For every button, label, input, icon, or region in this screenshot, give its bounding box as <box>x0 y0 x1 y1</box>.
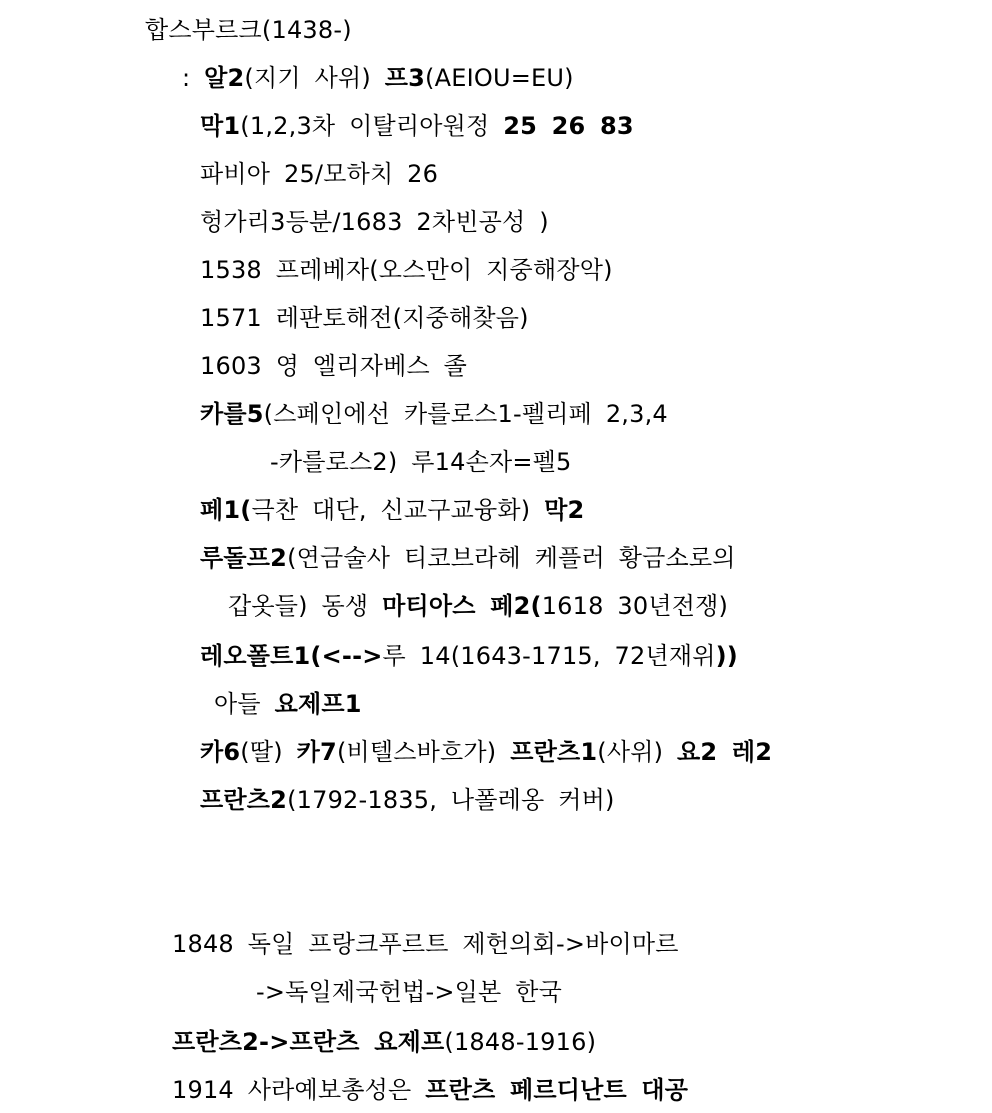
note-line-3: 막1(1,2,3차 이탈리아원정 25 26 83 <box>200 112 634 140</box>
note-line-10: -카를로스2) 루14손자=펠5 <box>270 448 572 476</box>
note-line-8: 1603 영 엘리자베스 졸 <box>200 352 468 380</box>
note-line-13: 갑옷들) 동생 마티아스 페2(1618 30년전쟁) <box>228 592 729 620</box>
note-line-16: 카6(딸) 카7(비텔스바흐가) 프란츠1(사위) 요2 레2 <box>200 738 773 766</box>
note-line-11: 페1(극찬 대단, 신교구교융화) 막2 <box>200 496 585 524</box>
note-line-20: 프란츠2->프란츠 요제프(1848-1916) <box>172 1028 597 1056</box>
note-line-7: 1571 레판토해전(지중해찾음) <box>200 304 529 332</box>
note-line-2: : 알2(지기 사위) 프3(AEIOU=EU) <box>182 64 574 92</box>
note-line-6: 1538 프레베자(오스만이 지중해장악) <box>200 256 613 284</box>
note-line-19: ->독일제국헌법->일본 한국 <box>256 978 563 1006</box>
note-line-5: 헝가리3등분/1683 2차빈공성 ) <box>200 208 549 236</box>
note-line-9: 카를5(스페인에선 카를로스1-펠리페 2,3,4 <box>200 400 668 428</box>
heading-habsburg: 합스부르크(1438-) <box>145 16 352 44</box>
note-line-14: 레오폴트1(<-->루 14(1643-1715, 72년재위)) <box>200 642 738 670</box>
note-line-21: 1914 사라예보총성은 프란츠 페르디난트 대공 <box>172 1076 689 1104</box>
note-line-18: 1848 독일 프랑크푸르트 제헌의회->바이마르 <box>172 930 679 958</box>
note-line-4: 파비아 25/모하치 26 <box>200 160 439 188</box>
note-line-12: 루돌프2(연금술사 티코브라헤 케플러 황금소로의 <box>200 544 736 572</box>
note-line-15: 아들 요제프1 <box>214 690 362 718</box>
note-line-17: 프란츠2(1792-1835, 나폴레옹 커버) <box>200 786 615 814</box>
